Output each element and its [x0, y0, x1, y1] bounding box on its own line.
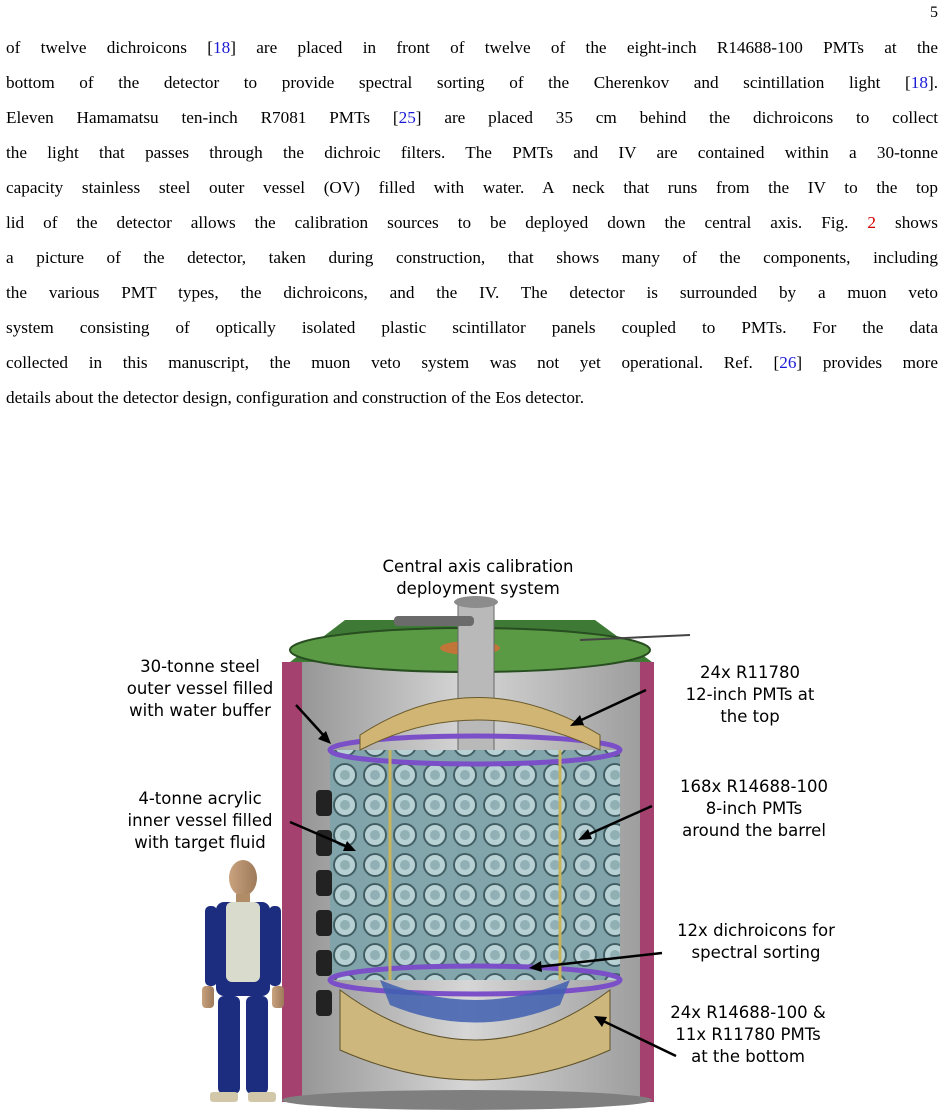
text-run: shows	[876, 213, 938, 232]
label-line: outer vessel filled	[126, 679, 274, 698]
text-line	[6, 100, 938, 135]
text-line: the various PMT types, the dichroicons, and the IV. The detector is surrounded by a muon veto	[6, 283, 938, 302]
text-line: capacity stainless steel outer vessel (OV) filled with water. A neck that runs from the IV to the top	[6, 178, 938, 197]
label-line: 12x dichroicons for	[677, 921, 835, 940]
label-line: around the barrel	[682, 821, 826, 840]
label-outer-vessel	[100, 656, 300, 722]
label-barrel-pmts	[654, 776, 854, 842]
label-line: 168x R14688-100	[680, 777, 828, 796]
text-run: ] are placed in front of twelve of the eight-inch R14688-100 PMTs at the	[230, 38, 938, 57]
label-line: 24x R14688-100 &	[670, 1003, 826, 1022]
figure-reference-link[interactable]: 2	[867, 213, 877, 232]
label-line: at the bottom	[691, 1047, 805, 1066]
label-line: 24x R11780	[700, 663, 800, 682]
text-run: ].	[927, 73, 938, 92]
text-run: lid of the detector allows the calibration sources to be deployed down the central axis. Fig.	[6, 213, 868, 232]
label-dichroicons	[656, 920, 856, 964]
label-calibration-system	[358, 556, 598, 600]
label-line: with water buffer	[129, 701, 271, 720]
label-line: the top	[720, 707, 780, 726]
human-scale-figure	[202, 860, 284, 1102]
text-line: system consisting of optically isolated plastic scintillator panels coupled to PMTs. For the data	[6, 318, 938, 337]
text-run: Eleven Hamamatsu ten-inch R7081 PMTs [	[6, 108, 399, 127]
citation-link[interactable]: 18	[910, 73, 928, 92]
label-line: Central axis calibration	[382, 557, 574, 576]
citation-link[interactable]: 26	[779, 353, 797, 372]
detector-figure	[0, 550, 948, 1112]
text-line	[6, 65, 938, 100]
text-line	[6, 205, 938, 240]
text-line	[6, 30, 938, 65]
citation-link[interactable]: 18	[213, 38, 231, 57]
text-run: bottom of the detector to provide spectral sorting of the Cherenkov and scintillation light [	[6, 73, 911, 92]
label-top-pmts	[660, 662, 840, 728]
text-run: ] are placed 35 cm behind the dichroicons to collect	[415, 108, 938, 127]
label-line: spectral sorting	[691, 943, 821, 962]
label-line: with target fluid	[134, 833, 266, 852]
text-run: ] provides more	[796, 353, 938, 372]
label-line: 11x R11780 PMTs	[675, 1025, 821, 1044]
label-line: deployment system	[396, 579, 560, 598]
label-line: 30-tonne steel	[140, 657, 260, 676]
label-line: 12-inch PMTs at	[685, 685, 815, 704]
label-bottom-pmts	[648, 1002, 848, 1068]
label-inner-vessel	[100, 788, 300, 854]
text-line: details about the detector design, configuration and construction of the Eos detector.	[6, 388, 584, 407]
inner-vessel	[330, 736, 620, 994]
text-run: of twelve dichroicons [	[6, 38, 214, 57]
text-line: the light that passes through the dichroic filters. The PMTs and IV are contained within a 30-tonne	[6, 143, 938, 162]
text-line: a picture of the detector, taken during construction, that shows many of the components, including	[6, 248, 938, 267]
citation-link[interactable]: 25	[398, 108, 416, 127]
text-line	[6, 345, 938, 380]
body-paragraph	[6, 30, 938, 415]
page-number: 5	[930, 4, 938, 21]
label-line: inner vessel filled	[127, 811, 273, 830]
text-run: collected in this manuscript, the muon veto system was not yet operational. Ref. [	[6, 353, 780, 372]
label-line: 8-inch PMTs	[705, 799, 803, 818]
label-line: 4-tonne acrylic	[138, 789, 262, 808]
